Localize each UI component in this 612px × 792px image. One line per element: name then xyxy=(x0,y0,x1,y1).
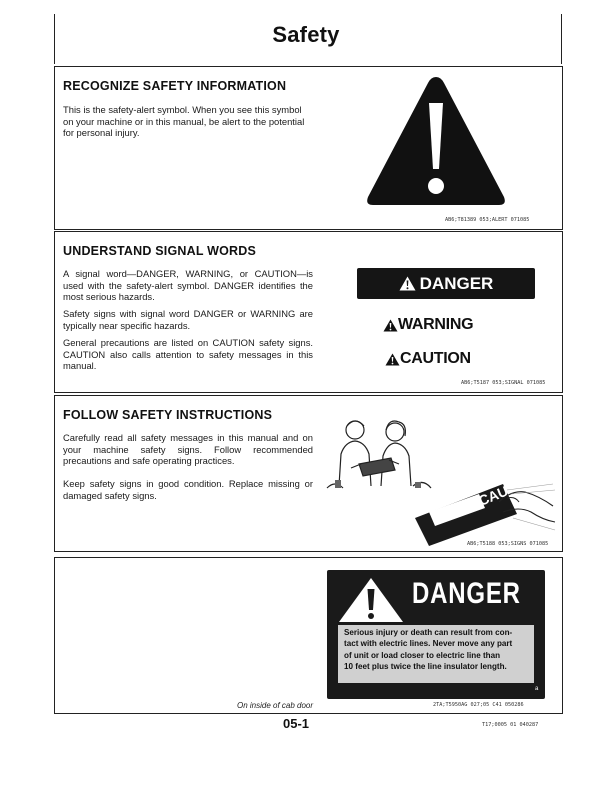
sign-corner-mark: a xyxy=(535,686,539,692)
danger-sign xyxy=(327,570,545,699)
alert-triangle-icon xyxy=(385,353,400,366)
danger-label: DANGER xyxy=(419,273,494,293)
sign-message-panel xyxy=(338,625,534,683)
section-understand-signal-words xyxy=(54,231,563,393)
section-heading: RECOGNIZE SAFETY INFORMATION xyxy=(63,79,287,93)
sign-message-line-4: 10 feet plus twice the line insulator length. xyxy=(344,661,507,671)
section-cab-door-sign xyxy=(54,557,563,714)
sign-danger-word: DANGER xyxy=(412,577,521,610)
sign-message-line-1: Serious injury or death can result from con- xyxy=(344,628,513,637)
section-recognize-safety-information xyxy=(54,66,563,230)
danger-signal-banner xyxy=(357,268,535,299)
caution-label: CAUTION xyxy=(400,350,471,367)
section-paragraph-1: A signal word—DANGER, WARNING, or CAUTION—is used with the safety-alert symbol. DANGER identifies the most serious hazards. xyxy=(63,268,313,303)
section-heading: FOLLOW SAFETY INSTRUCTIONS xyxy=(63,408,273,422)
section-paragraph: This is the safety-alert symbol. When you see this symbol on your machine or in this manual, be alert to the potential for personal injury. xyxy=(63,104,305,139)
section-paragraph-2: Safety signs with signal word DANGER or WARNING are typically near specific hazards. xyxy=(63,308,313,331)
section-paragraph-1: Carefully read all safety messages in this manual and on your machine safety signs. Follow recommended precautions and safe operating practices. xyxy=(63,432,313,467)
caution-signal-word xyxy=(385,350,471,368)
alert-triangle-icon xyxy=(383,319,398,332)
footer-code: T17;0005 01 040287 xyxy=(482,722,539,728)
section-paragraph-2: Keep safety signs in good condition. Replace missing or damaged safety signs. xyxy=(63,478,313,501)
decal-caution-text: CAUT xyxy=(476,479,519,509)
sign-message-line-2: tact with electric lines. Never move any part xyxy=(344,639,513,649)
image-caption: On inside of cab door xyxy=(237,701,314,710)
section-heading: UNDERSTAND SIGNAL WORDS xyxy=(63,244,257,258)
section-paragraph-3: General precautions are listed on CAUTION safety signs. CAUTION also calls attention to safety messages in this manual. xyxy=(63,337,313,372)
warning-label: WARNING xyxy=(398,316,474,333)
section-follow-safety-instructions xyxy=(54,395,563,552)
reference-code: AB6;T5187 053;SIGNAL 071085 xyxy=(461,380,546,386)
alert-triangle-icon xyxy=(337,576,405,624)
alert-triangle-icon xyxy=(399,276,416,291)
reference-code: 2TA;T5950AG 027;05 C41 050286 xyxy=(433,702,524,708)
reference-code: AB6;T5188 053;SIGNS 071085 xyxy=(467,541,549,547)
page-title: Safety xyxy=(272,22,340,47)
sign-message-line-3: of unit or load closer to electric line than xyxy=(344,650,501,660)
safety-alert-triangle-icon xyxy=(363,73,509,209)
warning-signal-word xyxy=(383,316,473,334)
page-number: 05-1 xyxy=(283,716,310,731)
hand-applying-safety-sign-illustration xyxy=(407,466,557,546)
reference-code: AB6;T81389 053;ALERT 071085 xyxy=(445,217,530,223)
